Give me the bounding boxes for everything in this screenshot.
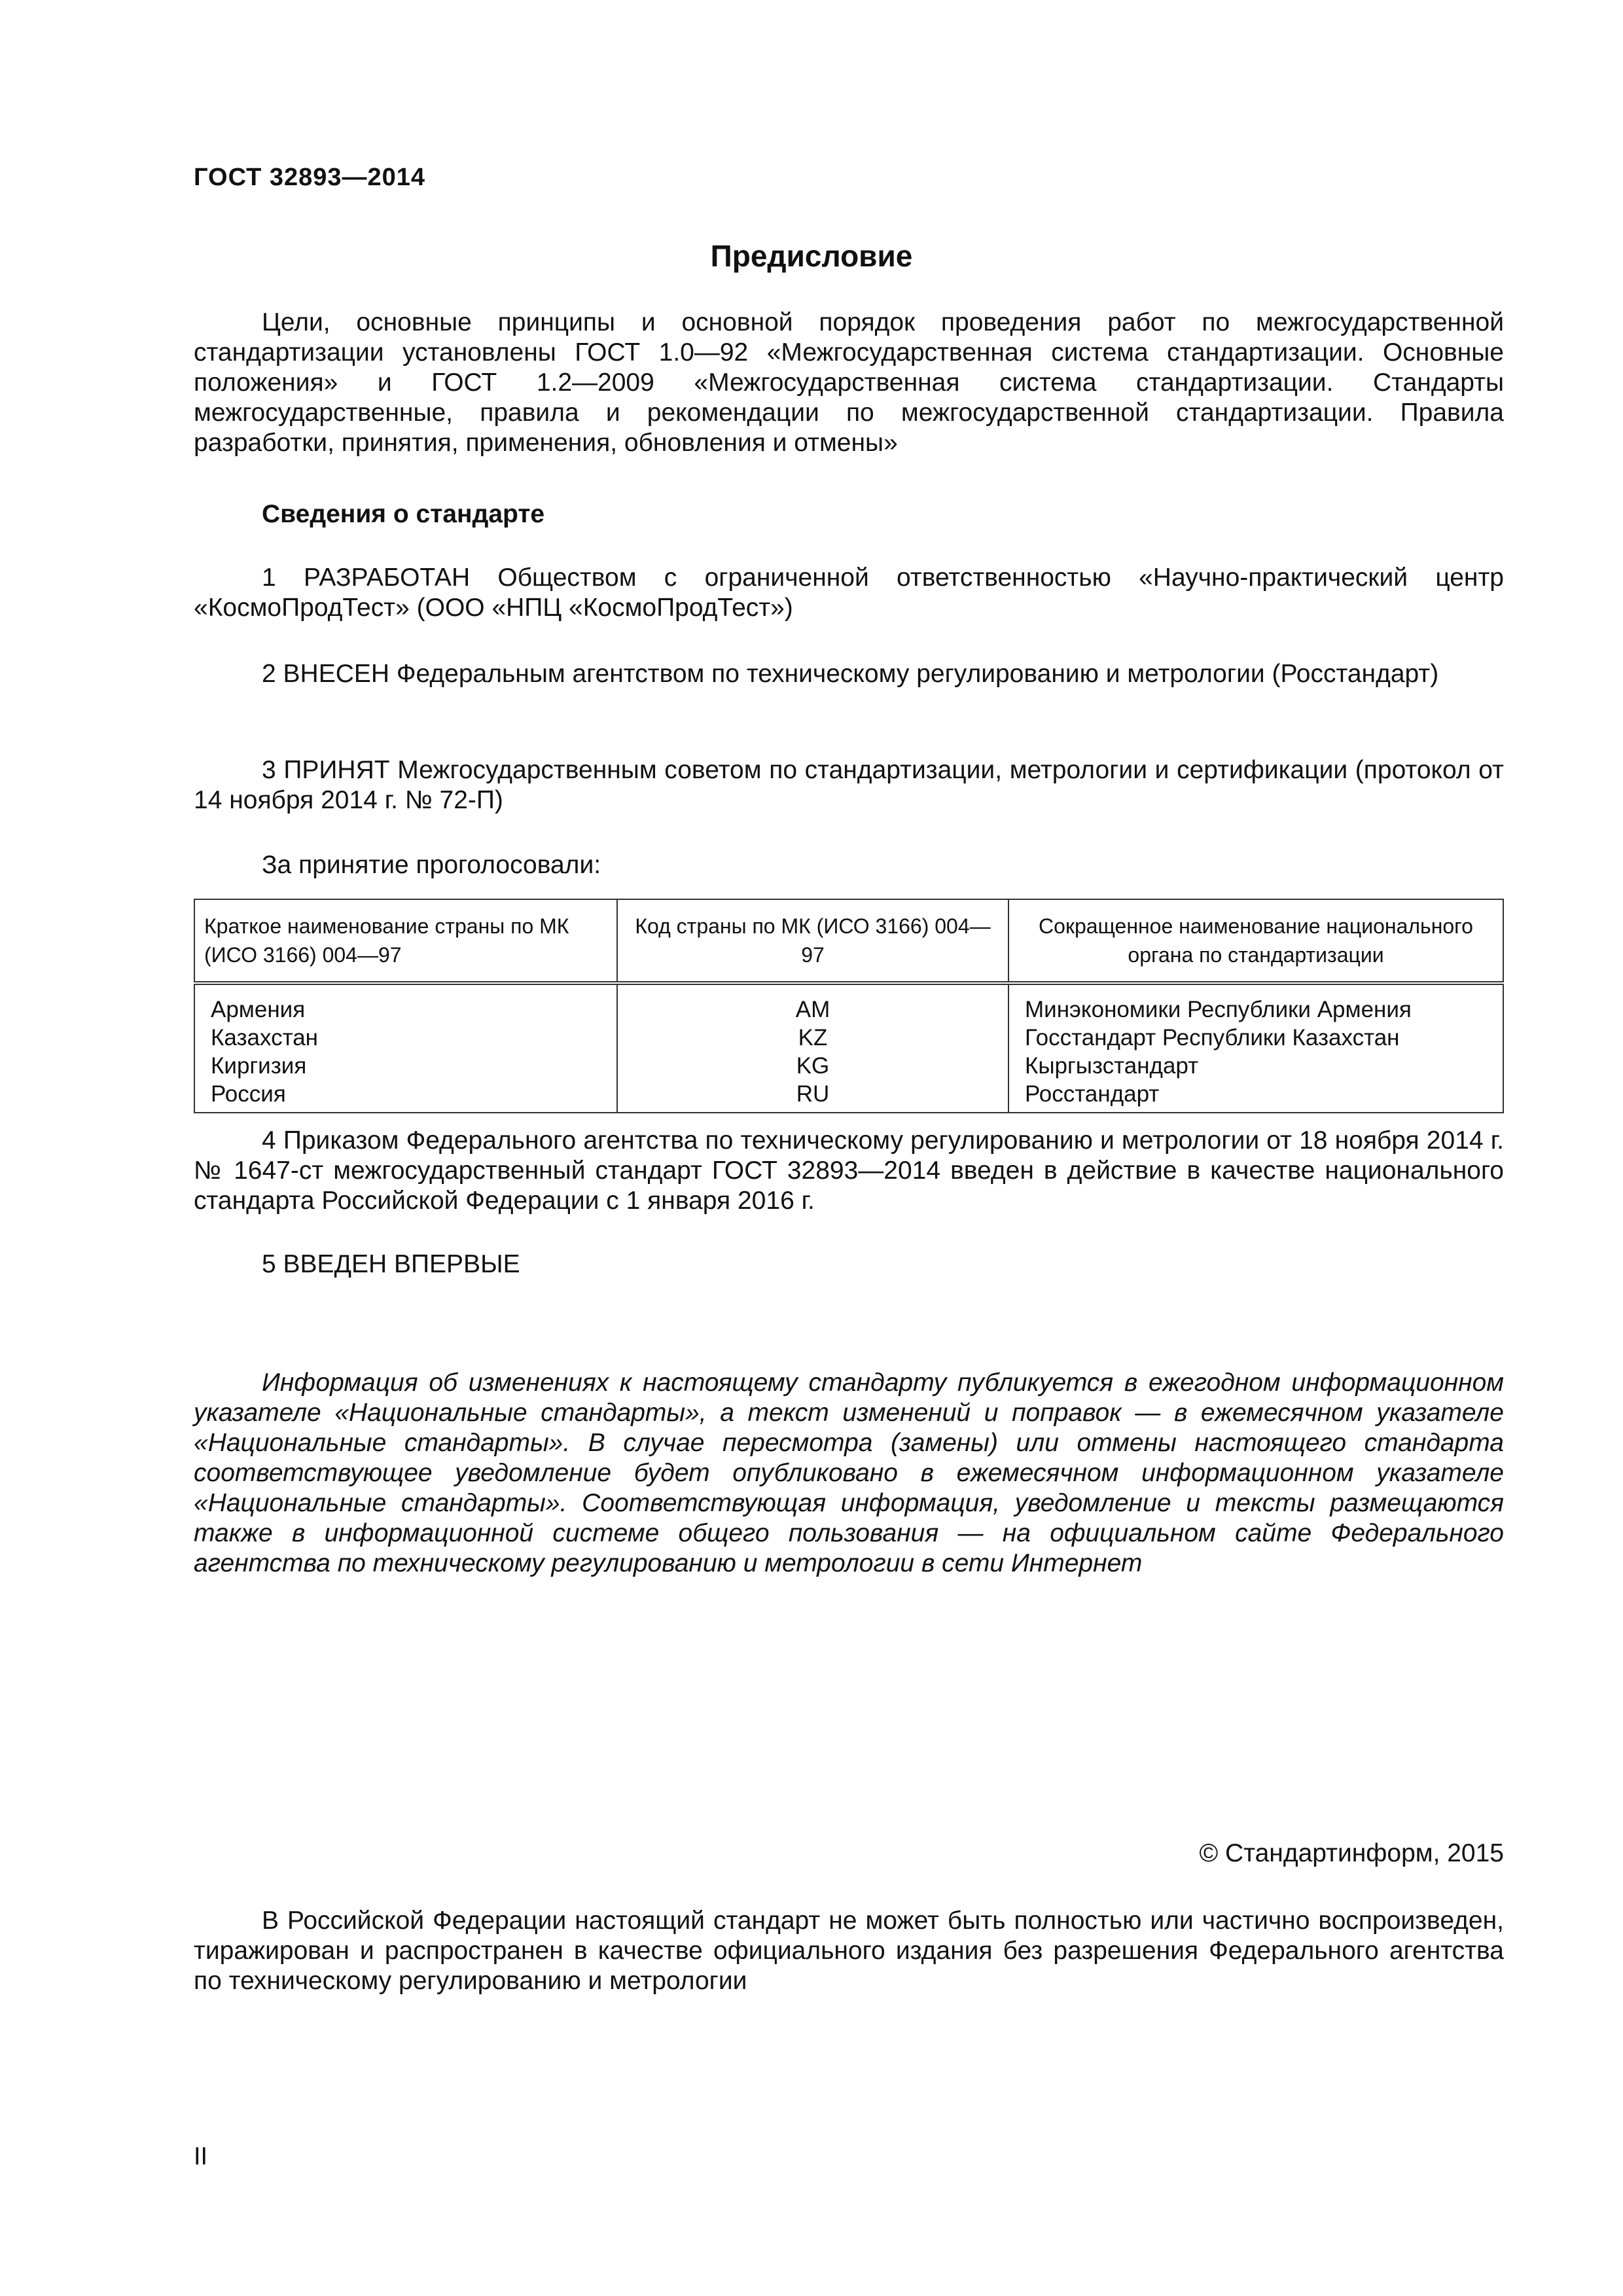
document-id-header: ГОСТ 32893—2014: [194, 164, 426, 191]
cell-org: Минэкономики Республики Армения: [1008, 983, 1503, 1024]
cell-country: Армения: [194, 983, 617, 1024]
table-row: [194, 1024, 1503, 1052]
voting-table: [194, 899, 1504, 1113]
item-first-introduced: 5 ВВЕДЕН ВПЕРВЫЕ: [262, 1250, 520, 1278]
intro-paragraph: Цели, основные принципы и основной порядок проведения работ по межгосударственной стандартизации установлены ГОСТ 1.0—92 «Межгосударственная система стандартизации. Основные положения» и ГОСТ 1.2—2009 «Межгосударственная система стандартизации. Стандарты межгосударственные, правила и рекомендации по межгосударственной стандартизации. Правила разработки, принятия, применения, обновления и отмены»: [194, 308, 1504, 457]
item-enacted: 4 Приказом Федерального агентства по техническому регулированию и метрологии от 18 ноября 2014 г. № 1647-ст межгосударственный стандарт ГОСТ 32893—2014 введен в действие в качестве национального стандарта Российской Федерации с 1 января 2016 г.: [194, 1126, 1504, 1215]
page-number: II: [194, 2143, 208, 2170]
cell-code: KG: [617, 1052, 1008, 1080]
cell-org: Госстандарт Республики Казахстан: [1008, 1024, 1503, 1052]
cell-code: KZ: [617, 1024, 1008, 1052]
cell-org: Росстандарт: [1008, 1080, 1503, 1113]
item-adopted: 3 ПРИНЯТ Межгосударственным советом по стандартизации, метрологии и сертификации (протокол от 14 ноября 2014 г. № 72-П): [194, 756, 1504, 814]
table-header-row: [194, 899, 1503, 983]
notice-paragraph: Информация об изменениях к настоящему стандарту публикуется в ежегодном информационном указателе «Национальные стандарты», а текст изменений и поправок — в ежемесячном указателе «Национальные стандарты». В случае пересмотра (замены) или отмены настоящего стандарта соответствующее уведомление будет опубликовано в ежемесячном информационном указателе «Национальные стандарты». Соответствующая информация, уведомление и тексты размещаются также в информационной системе общего пользования — на официальном сайте Федерального агентства по техническому регулированию и метрологии в сети Интернет: [194, 1369, 1504, 1577]
table-row: [194, 1080, 1503, 1113]
header-org: Сокращенное наименование национального органа по стандартизации: [1008, 899, 1503, 983]
voted-label: За принятие проголосовали:: [262, 851, 601, 879]
cell-country: Россия: [194, 1080, 617, 1113]
copyright-line: © Стандартинформ, 2015: [1199, 1839, 1504, 1867]
cell-country: Казахстан: [194, 1024, 617, 1052]
cell-country: Киргизия: [194, 1052, 617, 1080]
page-title: Предисловие: [710, 239, 913, 273]
section-heading: Сведения о стандарте: [262, 500, 545, 528]
table-row: [194, 1052, 1503, 1080]
cell-org: Кыргызстандарт: [1008, 1052, 1503, 1080]
cell-code: AM: [617, 983, 1008, 1024]
table-row: [194, 983, 1503, 1024]
item-submitted: 2 ВНЕСЕН Федеральным агентством по техническому регулированию и метрологии (Росстандарт): [262, 660, 1439, 688]
rights-paragraph: В Российской Федерации настоящий стандарт не может быть полностью или частично воспроизведен, тиражирован и распространен в качестве официального издания без разрешения Федерального агентства по техническому регулированию и метрологии: [194, 1907, 1504, 1995]
header-code: Код страны по МК (ИСО 3166) 004—97: [617, 899, 1008, 983]
header-country: Краткое наименование страны по МК (ИСО 3166) 004—97: [194, 899, 617, 983]
cell-code: RU: [617, 1080, 1008, 1113]
item-developed: 1 РАЗРАБОТАН Обществом с ограниченной ответственностью «Научно-практический центр «КосмоПродТест» (ООО «НПЦ «КосмоПродТест»): [194, 564, 1504, 622]
